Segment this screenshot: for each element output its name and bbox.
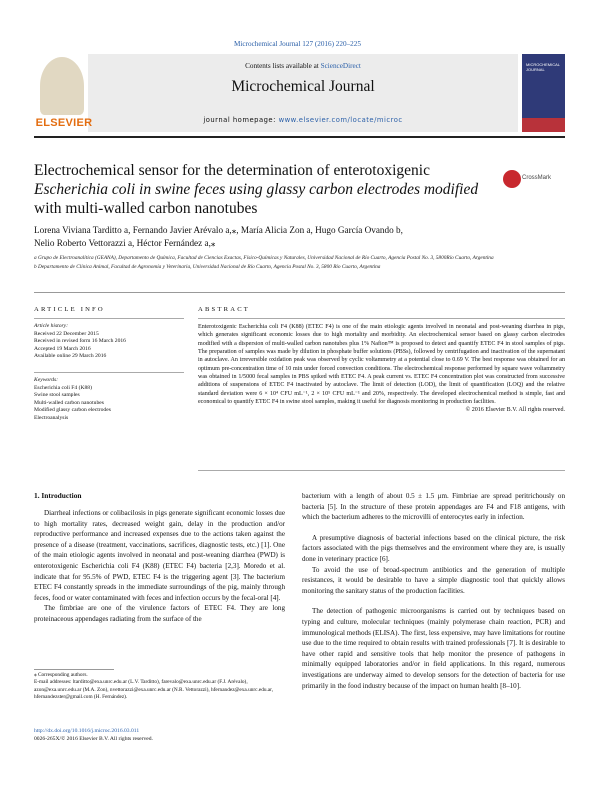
email-addresses[interactable]: E-mail addresses: ltarditto@exa.unrc.edu.ar (L.V. Tarditto), farevalo@exa.unrc.edu.ar (F.J. Arévalo), azon@exa.unrc.edu.ar (M.A. Zon), nvettorazzi@exa.unrc.edu.ar (N.R. Vettorazzi), hfernandez@exa.unrc.edu.ar, hfernandezster@gmail.com (H. Fernández). <box>34 679 274 700</box>
elsevier-tree-icon <box>40 57 84 115</box>
history-revised: Received in revised form 16 March 2016 <box>34 338 126 345</box>
paragraph: The detection of pathogenic microorganisms is carried out by techniques based on typing and culture, molecular techniques (mainly polymerase chain reaction, PCR) and immunological methods (ELISA). The first, less expensive, may have limitations for routine use due to the time required to obtain results with trained professionals [7]. It is desirable to have other rapid and sensitive tools that help monitor the presence of pathogens in minimally equipped laboratories and/or in field applications. In this regard, numerous investigations are underway aimed to develop sensors for the detection of bacteria for use primarily in the food industry because of the impact on human health [8–10]. <box>302 607 565 690</box>
publisher-logo: ELSEVIER <box>35 117 93 129</box>
divider <box>198 318 565 319</box>
footnote-rule <box>34 669 114 670</box>
authors-line-1: Lorena Viviana Tarditto a, Fernando Javier Arévalo a,⁎, María Alicia Zon a, Hugo García Ovando b, <box>34 225 403 235</box>
history-label: Article history: <box>34 323 69 329</box>
keyword: Electroanalysis <box>34 414 69 421</box>
paragraph: bacterium with a length of about 0.5 ± 1.5 μm. Fimbriae are spread peritrichously on bacteria [5]. In the structure of these protein appendages are F4 and F18 antigens, with which the bacterium adheres to the microvilli of enterocytes early in infection. <box>302 492 565 522</box>
keyword: Multi-walled carbon nanotubes <box>34 399 104 406</box>
cover-stripe <box>522 118 565 132</box>
keyword: Swine stool samples <box>34 392 80 399</box>
affiliation-a: a Grupo de Electroanalítica (GEANA), Departamento de Química, Facultad de Ciencias Exactas, Físico-Químicas y Naturales, Universidad Nacional de Río Cuarto, Agencia Postal No. 3, 5800Río Cuarto, Argentina <box>34 255 494 261</box>
title-line-2: Escherichia coli in swine feces using glassy carbon electrodes modified <box>34 181 479 198</box>
cover-title: MICROCHEMICAL JOURNAL <box>526 62 560 72</box>
keyword: Escherichia coli F4 (K88) <box>34 384 92 391</box>
history-accepted: Accepted 19 March 2016 <box>34 345 91 352</box>
article-history <box>34 323 184 361</box>
crossmark-icon[interactable] <box>503 170 521 188</box>
paragraph: To avoid the use of broad-spectrum antibiotics and the generation of multiple resistances, it would be desirable to have a simple diagnostic tool that quickly allows monitoring the sanitary status of the production facilities. <box>302 565 565 595</box>
author-list <box>34 224 554 250</box>
divider <box>198 470 565 471</box>
title-line-1: Electrochemical sensor for the determination of enterotoxigenic <box>34 162 430 179</box>
paragraph: Diarrheal infections or colibacilosis in pigs generate significant economic losses due to high mortality rates, decreased weight gain, delay in the production and/or reproductive performance and increased expenses due to the actions taken against the presence of a disease (treatment, vaccinations, sacrifices, diagnostic tests, etc.) [1]. One of the main etiologic agents involved in neonatal and post-weaning diarrhea (PWD) is enterotoxigenic Escherichia coli F4 (K88) (ETEC F4) bacteria [2,3]. Moredo et al. indicate that for 95.5% of PWD, ETEC F4 is the triggering agent [3]. The bacterium ETEC F4 constantly spreads in the immediate surroundings of the pig, mainly through feces, food or water contaminated with feces and infection occurs by the fecal-oral [4]. <box>34 509 285 602</box>
body-column-right <box>302 491 565 691</box>
paragraph: A presumptive diagnosis of bacterial infections based on the clinical picture, the risk factors associated with the pigs themselves and the environment where they are, is usually done in veterinary practice [6]. <box>302 533 565 563</box>
section-heading: 1. Introduction <box>34 491 82 500</box>
homepage-prefix: journal homepage: <box>203 116 279 124</box>
contents-prefix: Contents lists available at <box>245 62 321 70</box>
abstract <box>198 323 565 415</box>
authors-line-2: Nelio Roberto Vettorazzi a, Héctor Fernández a,⁎ <box>34 238 216 248</box>
header-rule <box>34 136 565 138</box>
divider <box>34 372 184 373</box>
doi-link[interactable]: http://dx.doi.org/10.1016/j.microc.2016.03.011 <box>34 728 140 734</box>
footer <box>34 728 334 743</box>
article-info-heading: ARTICLE INFO <box>34 306 105 313</box>
article-title <box>34 161 484 218</box>
keywords <box>34 377 184 423</box>
journal-title: Microchemical Journal <box>231 78 375 95</box>
corresponding-authors: ⁎ Corresponding authors. <box>34 672 88 678</box>
history-received: Received 22 December 2015 <box>34 330 99 337</box>
title-line-3: with multi-walled carbon nanotubes <box>34 200 258 217</box>
homepage-line <box>88 116 518 124</box>
sciencedirect-link[interactable]: ScienceDirect <box>320 62 361 70</box>
abstract-text: Enterotoxigenic Escherichia coli F4 (K88) (ETEC F4) is one of the main etiologic agents involved in neonatal and post-weaning diarrhea in pigs, which generates significant economic losses due to high mortality and morbidity. An electrochemical sensor based on glassy carbon electrodes modified with a dispersion of multi-walled carbon nanotubes plus 1% Nafion™ is proposed to detect and quantify ETEC F4 in stool samples of pigs. The preparation of samples was made by dilution in phosphate buffer solutions (PBSs), followed by centrifugation and inactivation of the supernatant in autoclave. An irreversible oxidation peak was observed by cyclic voltammetry at a potential close to 0.69 V. The best response was obtained for an optimum pre-concentration time of 10 min under forced convection conditions. The electrochemical response performed by square wave voltammetry was obtained in 1/5000 fecal samples in PBS spiked with ETEC F4. A peak current vs. ETEC F4 concentration plot was constructed from successive additions of suspensions of ETEC F4 inactivated by autoclave. The limit of detection (LOD), the limit of quantification (LOQ) and the relative standard deviation were 6 × 10⁴ CFU mL⁻¹, 2 × 10⁵ CFU mL⁻¹ and 20%, respectively. The developed electrochemical method is simple, fast and economical to quantify ETEC F4 in swine stool samples, making it useful for diagnosis monitoring in production facilities. <box>198 324 565 406</box>
copyright: © 2016 Elsevier B.V. All rights reserved. <box>465 407 565 414</box>
footnote <box>34 672 285 701</box>
keywords-label: Keywords: <box>34 377 59 383</box>
history-online: Available online 29 March 2016 <box>34 353 107 360</box>
journal-reference[interactable]: Microchemical Journal 127 (2016) 220–225 <box>234 40 361 48</box>
paragraph: The fimbriae are one of the virulence factors of ETEC F4. They are long proteinaceous appendages radiating from the surface of the <box>34 604 285 623</box>
issn-line: 0026-265X/© 2016 Elsevier B.V. All rights reserved. <box>34 735 153 742</box>
crossmark-label[interactable]: CrossMark <box>522 175 552 181</box>
divider <box>34 318 184 319</box>
affiliations <box>34 255 559 272</box>
homepage-link[interactable]: www.elsevier.com/locate/microc <box>278 116 403 124</box>
affiliation-b: b Departamento de Clínica Animal, Facultad de Agronomía y Veterinaria, Universidad Nacional de Río Cuarto, Agencia Postal No. 3, 5800 Río Cuarto, Argentina <box>34 264 381 271</box>
keyword: Modified glassy carbon electrodes <box>34 407 111 414</box>
body-column-left <box>34 508 285 625</box>
divider <box>34 292 565 293</box>
contents-line <box>88 62 518 70</box>
abstract-heading: ABSTRACT <box>198 306 251 313</box>
